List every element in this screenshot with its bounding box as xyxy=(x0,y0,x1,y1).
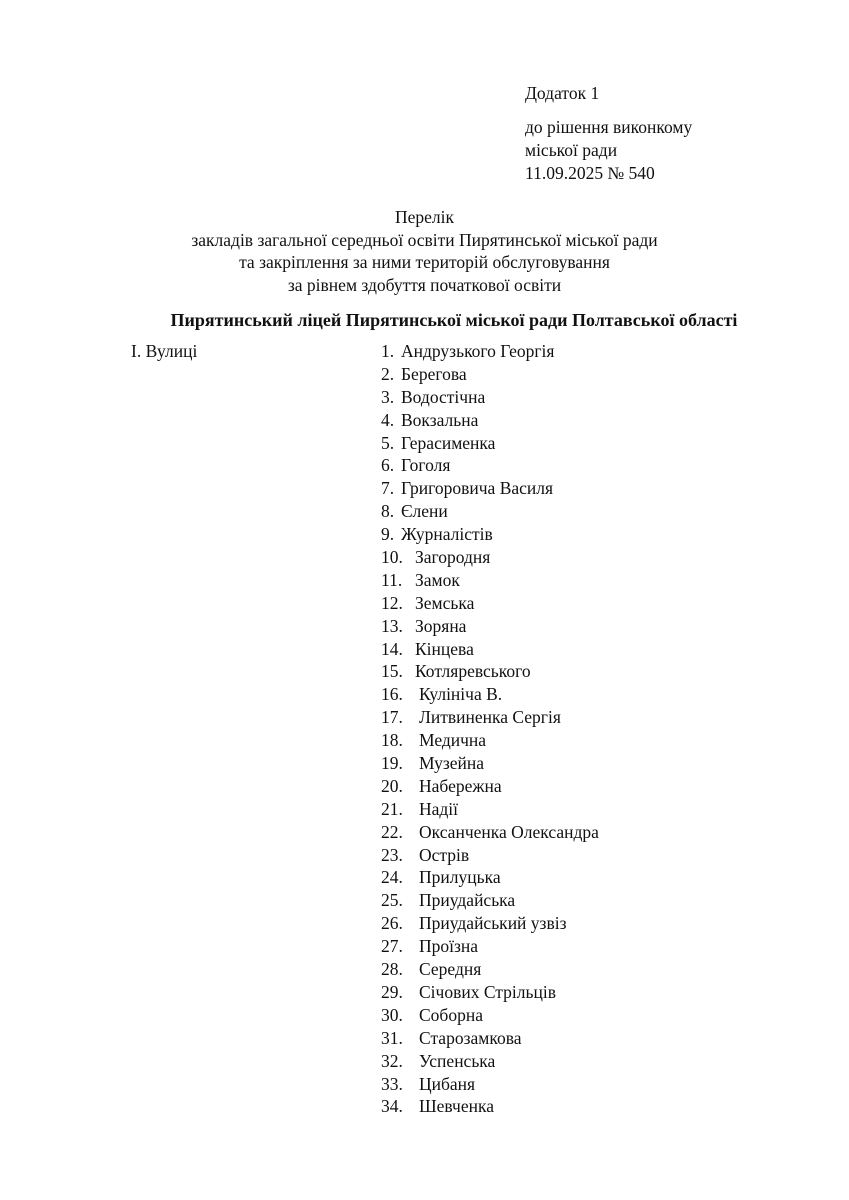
street-number: 8. xyxy=(381,501,395,522)
street-list-item xyxy=(381,432,599,455)
title-line-3: та закріплення за ними територій обслуговування xyxy=(239,252,610,272)
document-title xyxy=(0,206,849,296)
street-name: Зоряна xyxy=(415,615,467,636)
street-list-item xyxy=(381,958,599,981)
street-name: Середня xyxy=(419,959,482,980)
street-list-item xyxy=(381,935,599,958)
street-list-item xyxy=(381,981,599,1004)
street-name: Медична xyxy=(419,730,487,751)
street-list-item xyxy=(381,683,599,706)
street-list-item xyxy=(381,889,599,912)
street-number: 7. xyxy=(381,478,395,499)
street-name: Оксанченка Олександра xyxy=(419,821,599,842)
street-number: 14. xyxy=(381,638,403,659)
street-number: 22. xyxy=(381,821,403,842)
street-list-item xyxy=(381,409,599,432)
street-number: 11. xyxy=(381,569,403,590)
street-name: Надії xyxy=(419,798,459,819)
street-number: 15. xyxy=(381,661,403,682)
street-number: 27. xyxy=(381,936,403,957)
section-label: I. Вулиці xyxy=(131,341,198,361)
street-name: Герасименка xyxy=(401,432,496,453)
street-name: Берегова xyxy=(401,363,467,384)
street-list-item xyxy=(381,1004,599,1027)
street-number: 16. xyxy=(381,684,403,705)
street-list-item xyxy=(381,569,599,592)
street-list xyxy=(381,340,599,1118)
appendix-label: Додаток 1 xyxy=(525,83,600,103)
street-number: 5. xyxy=(381,432,395,453)
appendix-council-line: міської ради xyxy=(525,140,618,160)
street-list-item xyxy=(381,546,599,569)
street-number: 20. xyxy=(381,775,403,796)
street-number: 31. xyxy=(381,1027,403,1048)
street-number: 2. xyxy=(381,363,395,384)
street-name: Острів xyxy=(419,844,470,865)
street-name: Водостічна xyxy=(401,386,486,407)
street-list-item xyxy=(381,340,599,363)
street-list-item xyxy=(381,752,599,775)
street-number: 12. xyxy=(381,592,403,613)
appendix-header xyxy=(525,82,692,185)
street-number: 9. xyxy=(381,524,395,545)
street-list-item xyxy=(381,454,599,477)
appendix-decision-line: до рішення виконкому xyxy=(525,117,693,137)
street-list-item xyxy=(381,1027,599,1050)
street-number: 26. xyxy=(381,913,403,934)
street-list-item xyxy=(381,592,599,615)
appendix-date-number: 11.09.2025 № 540 xyxy=(525,163,655,183)
street-name: Прилуцька xyxy=(419,867,501,888)
street-name: Шевченка xyxy=(419,1096,494,1117)
title-line-2: закладів загальної середньої освіти Пирятинської міської ради xyxy=(191,229,658,250)
street-number: 6. xyxy=(381,455,395,476)
street-list-item xyxy=(381,844,599,867)
street-number: 34. xyxy=(381,1096,403,1117)
street-name: Земська xyxy=(415,592,475,613)
street-list-item xyxy=(381,615,599,638)
street-list-item xyxy=(381,1073,599,1096)
street-number: 21. xyxy=(381,798,403,819)
street-name: Єлени xyxy=(401,501,448,522)
street-name: Проїзна xyxy=(419,936,479,957)
street-name: Котляревського xyxy=(415,661,531,682)
street-number: 24. xyxy=(381,867,403,888)
street-list-item xyxy=(381,1050,599,1073)
street-number: 18. xyxy=(381,730,403,751)
street-name: Приудайська xyxy=(419,890,516,911)
street-number: 33. xyxy=(381,1073,403,1094)
street-list-item xyxy=(381,363,599,386)
street-name: Цибаня xyxy=(419,1073,476,1094)
street-number: 10. xyxy=(381,547,403,568)
street-list-item xyxy=(381,866,599,889)
street-name: Загородня xyxy=(415,547,491,568)
street-number: 29. xyxy=(381,981,403,1002)
street-list-item xyxy=(381,1095,599,1118)
street-number: 17. xyxy=(381,707,403,728)
street-number: 19. xyxy=(381,753,403,774)
street-name: Григоровича Василя xyxy=(401,478,554,499)
street-name: Андрузького Георгія xyxy=(401,341,555,361)
street-name: Литвиненка Сергія xyxy=(419,707,561,728)
street-name: Кінцева xyxy=(415,638,474,659)
street-list-item xyxy=(381,912,599,935)
street-number: 23. xyxy=(381,844,403,865)
street-name: Вокзальна xyxy=(401,409,479,430)
street-list-item xyxy=(381,775,599,798)
street-name: Успенська xyxy=(419,1050,496,1071)
street-number: 13. xyxy=(381,615,403,636)
street-name: Старозамкова xyxy=(419,1027,522,1048)
street-name: Кулініча В. xyxy=(419,684,503,705)
street-list-item xyxy=(381,523,599,546)
title-line-1: Перелік xyxy=(394,207,455,227)
street-number: 25. xyxy=(381,890,403,911)
street-list-item xyxy=(381,500,599,523)
street-list-item xyxy=(381,638,599,661)
street-name: Приудайський узвіз xyxy=(419,913,567,934)
street-name: Замок xyxy=(415,569,460,590)
street-name: Гоголя xyxy=(401,455,451,476)
street-name: Набережна xyxy=(419,775,502,796)
street-name: Січових Стрільців xyxy=(419,981,556,1002)
street-number: 28. xyxy=(381,959,403,980)
street-list-item xyxy=(381,798,599,821)
street-number: 4. xyxy=(381,409,395,430)
street-list-item xyxy=(381,729,599,752)
street-number: 30. xyxy=(381,1004,403,1025)
street-name: Соборна xyxy=(419,1004,483,1025)
street-list-item xyxy=(381,660,599,683)
street-name: Журналістів xyxy=(401,524,493,545)
street-number: 3. xyxy=(381,386,395,407)
title-line-4: за рівнем здобуття початкової освіти xyxy=(287,274,562,295)
street-number: 32. xyxy=(381,1050,403,1071)
street-list-item xyxy=(381,821,599,844)
street-name: Музейна xyxy=(419,753,485,774)
street-number: 1. xyxy=(381,341,395,361)
street-list-item xyxy=(381,386,599,409)
street-list-item xyxy=(381,706,599,729)
school-name: Пирятинський ліцей Пирятинської міської ради Полтавської області xyxy=(170,310,738,330)
street-list-item xyxy=(381,477,599,500)
